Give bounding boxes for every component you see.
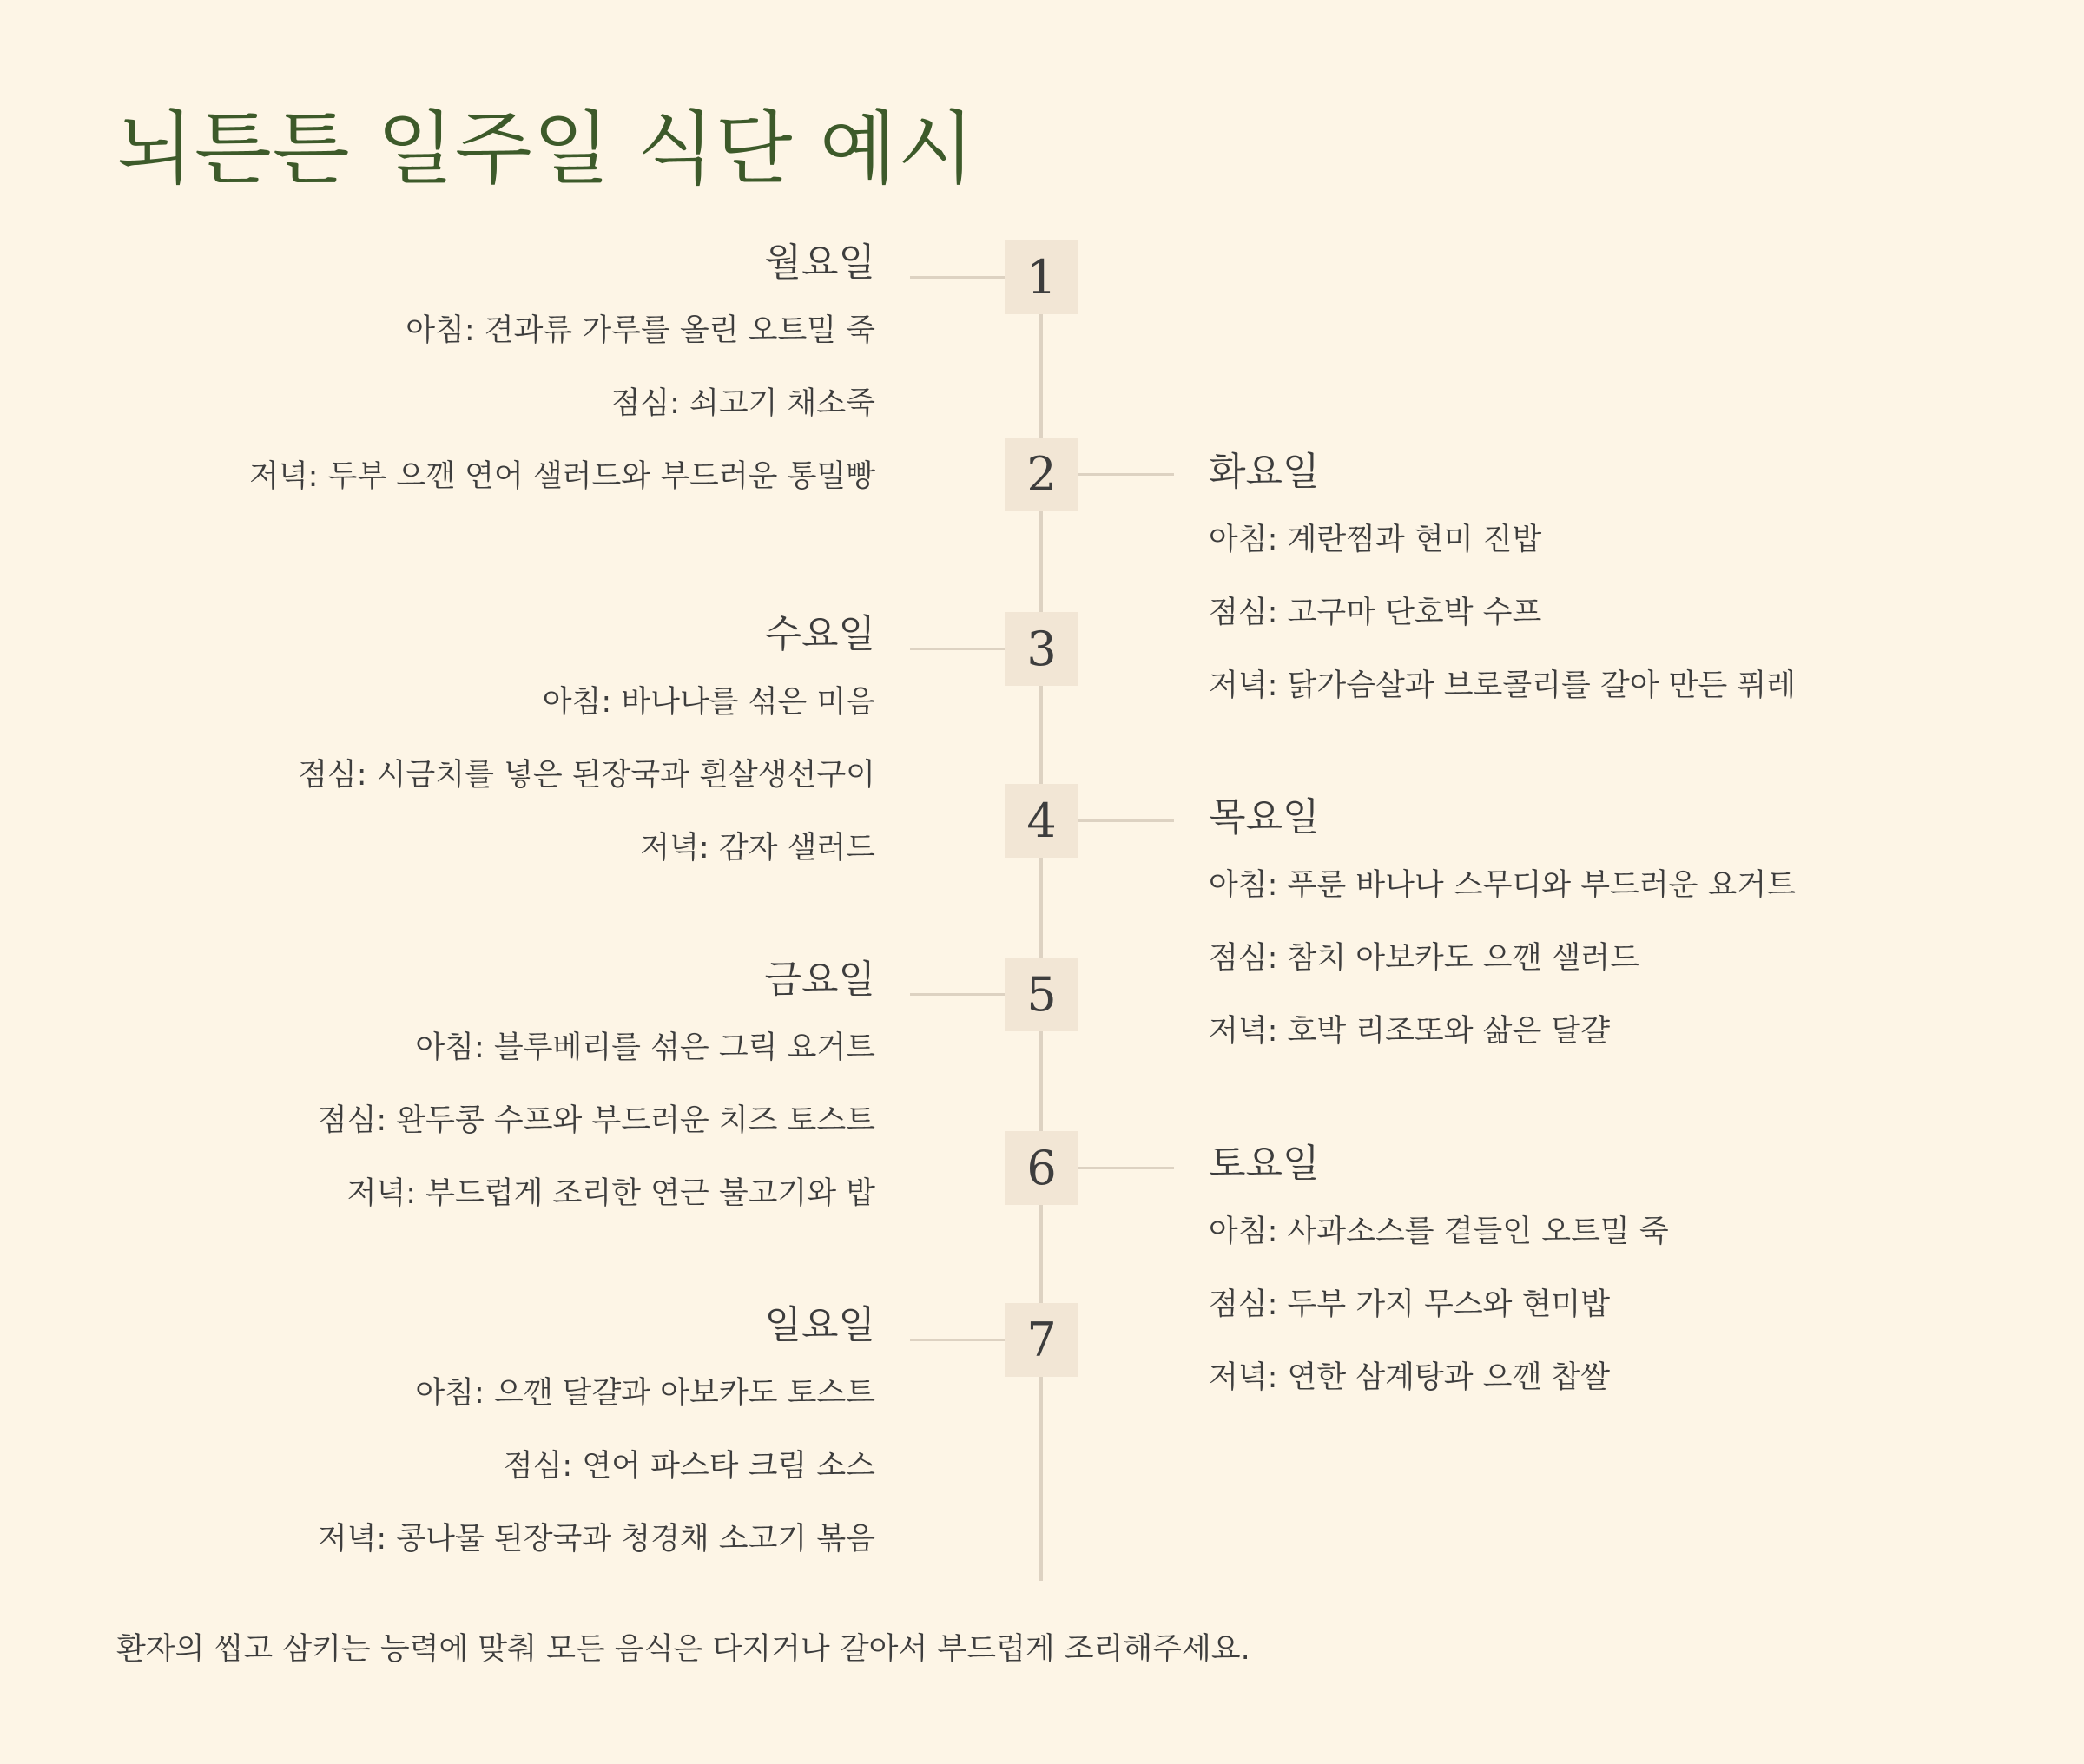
meal-breakfast: 아침: 푸룬 바나나 스무디와 부드러운 요거트 [1209,868,1797,903]
day-content [1209,1138,1869,1435]
day-content [215,1300,875,1596]
day-content [1209,446,1869,743]
day-number-badge: 2 [1005,438,1078,511]
timeline-connector [910,648,1006,650]
meal-lunch: 점심: 참치 아보카도 으깬 샐러드 [1209,941,1639,976]
timeline-connector [910,993,1006,996]
timeline-connector [1078,1167,1174,1169]
meal-list [215,1032,875,1251]
day-number-badge: 3 [1005,612,1078,686]
meal-dinner: 저녁: 호박 리조또와 삶은 달걀 [1209,1014,1611,1049]
meal-breakfast: 아침: 견과류 가루를 올린 오트밀 죽 [406,313,875,348]
meal-breakfast: 아침: 사과소스를 곁들인 오트밀 죽 [1209,1214,1669,1249]
meal-breakfast: 아침: 으깬 달걀과 아보카도 토스트 [415,1376,875,1411]
meal-lunch: 점심: 연어 파스타 크림 소스 [503,1449,875,1484]
footer-note: 환자의 씹고 삼키는 능력에 맞춰 모든 음식은 다지거나 갈아서 부드럽게 조리해주세요. [116,1632,1250,1667]
meal-breakfast: 아침: 계란찜과 현미 진밥 [1209,523,1542,557]
meal-list [1209,870,1869,1089]
timeline-connector [1078,473,1174,476]
day-number-badge: 5 [1005,958,1078,1031]
meal-dinner: 저녁: 감자 샐러드 [640,831,875,866]
timeline-connector [1078,819,1174,822]
day-name: 일요일 [764,1303,875,1347]
meal-breakfast: 아침: 블루베리를 섞은 그릭 요거트 [415,1030,875,1065]
day-content [215,954,875,1251]
day-number-badge: 1 [1005,240,1078,314]
meal-dinner: 저녁: 두부 으깬 연어 샐러드와 부드러운 통밀빵 [249,459,875,494]
meal-list [1209,1216,1869,1435]
timeline-connector [910,276,1006,279]
day-number-badge: 7 [1005,1303,1078,1377]
meal-lunch: 점심: 고구마 단호박 수프 [1209,596,1542,630]
meal-lunch: 점심: 두부 가지 무스와 현미밥 [1209,1287,1611,1322]
meal-lunch: 점심: 쇠고기 채소죽 [610,386,875,421]
day-content [215,237,875,534]
meal-dinner: 저녁: 연한 삼계탕과 으깬 찹쌀 [1209,1360,1611,1395]
meal-list [215,1378,875,1596]
meal-breakfast: 아침: 바나나를 섞은 미음 [542,685,875,720]
meal-list [215,687,875,905]
meal-dinner: 저녁: 부드럽게 조리한 연근 불고기와 밥 [346,1176,875,1211]
meal-list [215,315,875,534]
meal-lunch: 점심: 완두콩 수프와 부드러운 치즈 토스트 [317,1103,875,1138]
day-number-badge: 6 [1005,1131,1078,1205]
meal-lunch: 점심: 시금치를 넣은 된장국과 흰살생선구이 [298,758,875,793]
day-name: 목요일 [1209,795,1320,839]
day-name: 금요일 [764,958,875,1002]
day-name: 토요일 [1209,1142,1320,1186]
day-name: 월요일 [764,240,875,285]
meal-dinner: 저녁: 닭가슴살과 브로콜리를 갈아 만든 퓌레 [1209,668,1797,703]
day-name: 화요일 [1209,450,1320,494]
timeline-connector [910,1339,1006,1341]
day-number-badge: 4 [1005,784,1078,858]
meal-list [1209,524,1869,743]
meal-dinner: 저녁: 콩나물 된장국과 청경채 소고기 볶음 [317,1522,875,1557]
day-name: 수요일 [764,612,875,656]
day-content [1209,792,1869,1089]
page-title: 뇌튼튼 일주일 식단 예시 [116,102,976,195]
day-content [215,609,875,905]
